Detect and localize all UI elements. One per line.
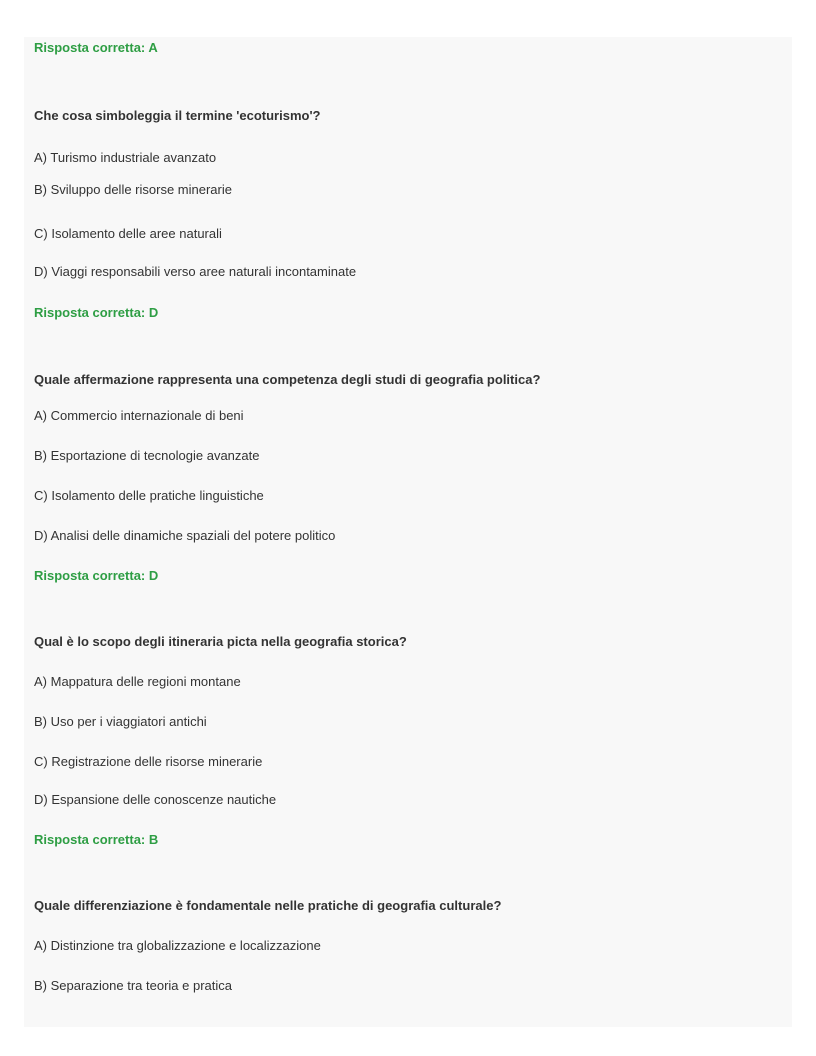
question-text: Quale differenziazione è fondamentale nelle pratiche di geografia culturale? bbox=[34, 898, 502, 913]
correct-answer: Risposta corretta: A bbox=[34, 40, 158, 55]
question-text: Che cosa simboleggia il termine 'ecoturismo'? bbox=[34, 108, 321, 123]
answer-option: C) Registrazione delle risorse minerarie bbox=[34, 754, 263, 769]
answer-option: B) Uso per i viaggiatori antichi bbox=[34, 714, 207, 729]
answer-option: C) Isolamento delle pratiche linguistiche bbox=[34, 488, 264, 503]
answer-option: C) Isolamento delle aree naturali bbox=[34, 226, 222, 241]
answer-option: A) Distinzione tra globalizzazione e localizzazione bbox=[34, 938, 321, 953]
correct-answer: Risposta corretta: D bbox=[34, 305, 159, 320]
answer-option: B) Sviluppo delle risorse minerarie bbox=[34, 182, 232, 197]
answer-option: D) Viaggi responsabili verso aree naturali incontaminate bbox=[34, 264, 357, 279]
answer-option: A) Commercio internazionale di beni bbox=[34, 408, 244, 423]
answer-option: B) Esportazione di tecnologie avanzate bbox=[34, 448, 260, 463]
answer-option: D) Analisi delle dinamiche spaziali del potere politico bbox=[34, 528, 336, 543]
quiz-panel bbox=[24, 37, 792, 1027]
question-text: Quale affermazione rappresenta una competenza degli studi di geografia politica? bbox=[34, 372, 541, 387]
answer-option: A) Mappatura delle regioni montane bbox=[34, 674, 241, 689]
answer-option: D) Espansione delle conoscenze nautiche bbox=[34, 792, 277, 807]
answer-option: A) Turismo industriale avanzato bbox=[34, 150, 217, 165]
question-text: Qual è lo scopo degli itineraria picta nella geografia storica? bbox=[34, 634, 407, 649]
correct-answer: Risposta corretta: B bbox=[34, 832, 159, 847]
correct-answer: Risposta corretta: D bbox=[34, 568, 159, 583]
answer-option: B) Separazione tra teoria e pratica bbox=[34, 978, 232, 993]
